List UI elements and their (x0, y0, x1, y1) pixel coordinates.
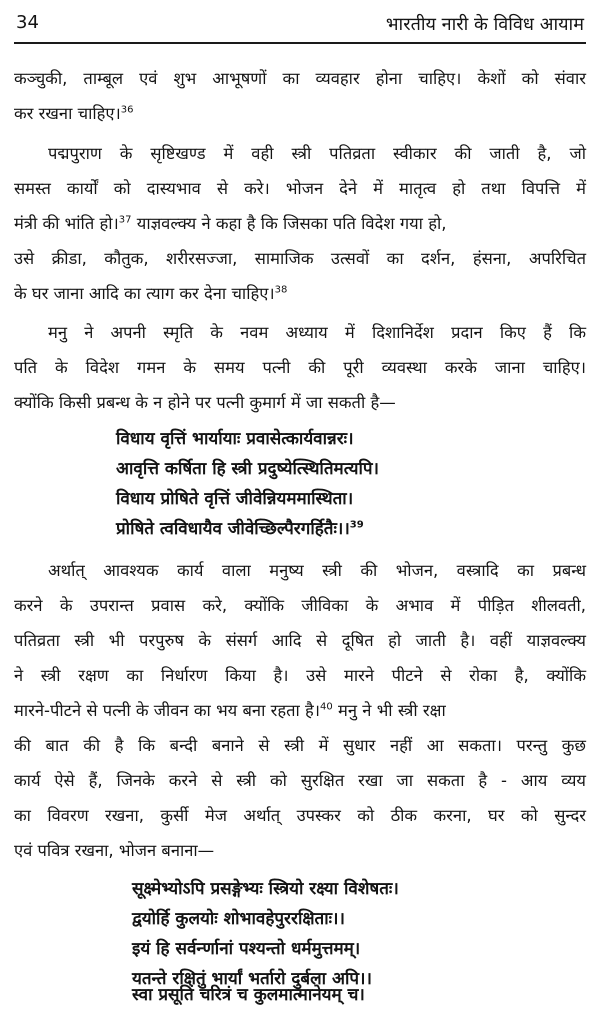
footnote-ref: 36 (120, 104, 134, 116)
footnote-ref: 40 (320, 701, 333, 713)
text-line: एवं पवित्र रखना, भोजन बनाना— (14, 841, 215, 860)
verse-line: द्वयोर्हि कुलयोः शोभावहेपुररक्षिताः।। (132, 909, 345, 929)
text-line: उसे क्रीडा, कौतुक, शरीरसज्जा, सामाजिक उत्सवों का दर्शन, हंसना, अपरिचित (14, 249, 586, 268)
verse-line: स्वा प्रसूतिं चरित्रं च कुलमात्मानेयम् च। (132, 985, 365, 1005)
text-line: पद्मपुराण के सृष्टिखण्ड में वही स्त्री पतिव्रता स्वीकार की जाती है, जो (48, 144, 586, 163)
text-line: कञ्चुकी, ताम्बूल एवं शुभ आभूषणों का व्यवहार होना चाहिए। केशों को संवार (14, 69, 586, 88)
text-line: समस्त कार्यों को दास्यभाव से करे। भोजन देने में मातृत्व हो तथा विपत्ति में (14, 179, 586, 198)
verse-line: विधाय वृत्तिं भार्यायाः प्रवासेत्कार्यवान्नरः। (116, 429, 354, 449)
text-line: अर्थात् आवश्यक कार्य वाला मनुष्य स्त्री की भोजन, वस्त्रादि का प्रबन्ध (48, 561, 586, 580)
verse-line: प्रोषिते त्वविधायैव जीवेच्छिल्पैरगर्हितैः।।$^{39}$ (116, 519, 364, 539)
verse-line: यतन्ते रक्षितुं भार्यां भर्तारो दुर्बला अपि।। (132, 969, 372, 989)
footnote-ref: 37 (118, 214, 132, 226)
text-line: के घर जाना आदि का त्याग कर देना चाहिए।$^{38}$ (14, 284, 288, 303)
text-line: क्योंकि किसी प्रबन्ध के न होने पर पत्नी कुमार्ग में जा सकती है— (14, 393, 396, 412)
text-line: मंत्री की भांति हो।$^{37}$ याज्ञवल्क्य ने कहा है कि जिसका पति विदेश गया हो, (14, 214, 447, 233)
verse-line: विधाय प्रोषिते वृत्तिं जीवेन्नियममास्थिता। (116, 489, 354, 509)
footnote-ref: 39 (349, 519, 364, 531)
text-line: मारने-पीटने से पत्नी के जीवन का भय बना रहता है।$^{40}$ मनु ने भी स्त्री रक्षा (14, 701, 446, 720)
text-line: कार्य ऐसे हैं, जिनके करने से स्त्री को सुरक्षित रखा जा सकता है - आय व्यय (14, 771, 586, 790)
text-line: का विवरण रखना, कुर्सी मेज अर्थात् उपस्कर को ठीक करना, घर को सुन्दर (14, 806, 586, 825)
text-line: करने के उपरान्त प्रवास करे, क्योंकि जीविका के अभाव में पीड़ित शीलवती, (14, 596, 586, 615)
footnote-ref: 38 (274, 284, 288, 296)
verse-line: आवृत्ति कर्षिता हि स्त्री प्रदुष्येत्स्थितिमत्यपि। (116, 459, 379, 479)
running-title: भारतीय नारी के विविध आयाम (385, 14, 584, 35)
verse-line: सूक्ष्मेभ्योऽपि प्रसङ्गेभ्यः स्त्रियो रक्ष्या विशेषतः। (132, 879, 399, 899)
text-line: की बात की है कि बन्दी बनाने से स्त्री में सुधार नहीं आ सकता। परन्तु कुछ (14, 736, 586, 755)
text-line: मनु ने अपनी स्मृति के नवम अध्याय में दिशानिर्देश प्रदान किए हैं कि (48, 323, 586, 342)
text-line: कर रखना चाहिए।$^{36}$ (14, 104, 134, 123)
text-line: पतिव्रता स्त्री भी परपुरुष के संसर्ग आदि से दूषित हो जाती है। वहीं याज्ञवल्क्य (14, 631, 586, 650)
text-line: पति के विदेश गमन के समय पत्नी की पूरी व्यवस्था करके जाना चाहिए। (14, 358, 586, 377)
verse-line: इयं हि सर्वर्न्णानां पश्यन्तो धर्ममुत्तमम्। (132, 939, 361, 959)
header-rule (14, 42, 586, 44)
text-line: ने स्त्री रक्षण का निर्धारण किया है। उसे मारने पीटने से रोका है, क्योंकि (14, 666, 586, 685)
page-number: 34 (16, 12, 39, 33)
